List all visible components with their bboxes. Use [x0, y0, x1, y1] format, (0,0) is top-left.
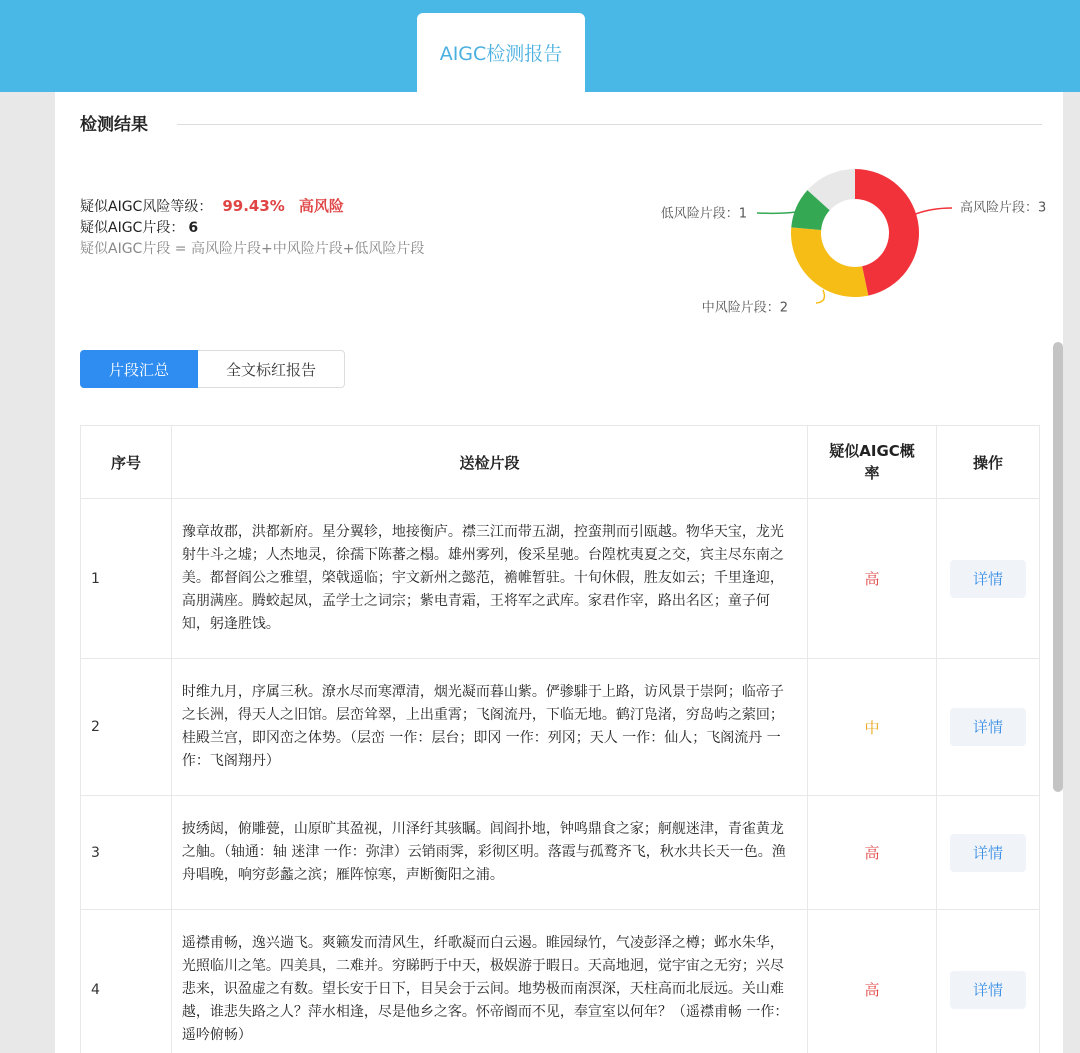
donut-label-mid-line — [816, 290, 824, 303]
donut-label-mid: 中风险片段：2 — [701, 300, 788, 316]
detail-button[interactable]: 详情 — [950, 708, 1026, 746]
donut-slice-mid — [791, 227, 868, 297]
table-row — [81, 910, 1040, 1053]
risk-percentage: 99.43% — [222, 197, 285, 215]
report-panel — [55, 92, 1063, 1053]
detail-button[interactable]: 详情 — [950, 560, 1026, 598]
row-segment-text: 披绣闼，俯雕甍，山原旷其盈视，川泽纡其骇瞩。闾阎扑地，钟鸣鼎食之家；舸舰迷津，青雀黄龙之舳。（轴通：轴 迷津 一作：弥津）云销雨霁，彩彻区明。落霞与孤鹜齐飞，秋水共长天一色。渔舟唱晚，响穷彭蠡之滨；雁阵惊寒，声断衡阳之浦。 — [171, 796, 807, 910]
row-index: 3 — [81, 796, 172, 910]
table-header-row — [81, 426, 1040, 499]
top-header-bar — [0, 0, 1080, 92]
header-action: 操作 — [937, 426, 1040, 499]
donut-label-high-line — [913, 208, 952, 215]
table-row — [81, 499, 1040, 659]
row-segment-text: 遥襟甫畅，逸兴遄飞。爽籁发而清风生，纤歌凝而白云遏。睢园绿竹，气凌彭泽之樽；邺水朱华，光照临川之笔。四美具，二难并。穷睇眄于中天，极娱游于暇日。天高地迥，觉宇宙之无穷；兴尽悲来，识盈虚之有数。望长安于日下，目吴会于云间。地势极而南溟深，天柱高而北辰远。关山难越，谁悲失路之人？萍水相逢，尽是他乡之客。怀帝阍而不见，奉宣室以何年？（遥襟甫畅 一作：遥吟俯畅） — [171, 910, 807, 1053]
row-segment-text: 豫章故郡，洪都新府。星分翼轸，地接衡庐。襟三江而带五湖，控蛮荆而引瓯越。物华天宝，龙光射牛斗之墟；人杰地灵，徐孺下陈蕃之榻。雄州雾列，俊采星驰。台隍枕夷夏之交，宾主尽东南之美。都督阎公之雅望，棨戟遥临；宇文新州之懿范，襜帷暂驻。十旬休假，胜友如云；千里逢迎，高朋满座。腾蛟起凤，孟学士之词宗；紫电青霜，王将军之武库。家君作宰，路出名区；童子何知，躬逢胜饯。 — [171, 499, 807, 659]
row-index: 1 — [81, 499, 172, 659]
tab-aigc-report-label: AIGC检测报告 — [439, 43, 563, 65]
tab-full-text-report[interactable]: 全文标红报告 — [198, 350, 345, 388]
segment-count-value: 6 — [188, 220, 199, 236]
row-probability: 高 — [808, 796, 937, 910]
detail-button[interactable]: 详情 — [950, 971, 1026, 1009]
header-segment: 送检片段 — [171, 426, 807, 499]
table-row — [81, 796, 1040, 910]
header-index: 序号 — [81, 426, 172, 499]
risk-level-line — [80, 196, 424, 218]
donut-label-low: 低风险片段：1 — [660, 206, 747, 222]
tab-aigc-report[interactable] — [417, 13, 585, 92]
donut-slice-high — [855, 169, 919, 296]
donut-label-high: 高风险片段：3 — [960, 200, 1047, 216]
vertical-scrollbar[interactable] — [1053, 342, 1063, 792]
donut-label-low-line — [757, 212, 796, 213]
row-index: 2 — [81, 659, 172, 796]
view-tabs — [80, 350, 345, 388]
risk-donut-chart — [630, 152, 1063, 332]
row-index: 4 — [81, 910, 172, 1053]
section-title: 检测结果 — [80, 115, 148, 135]
header-probability: 疑似AIGC概率 — [808, 426, 937, 499]
tab-segment-summary[interactable]: 片段汇总 — [80, 350, 198, 388]
segment-count-label: 疑似AIGC片段： — [80, 220, 185, 236]
risk-summary — [80, 196, 424, 260]
row-probability: 高 — [808, 910, 937, 1053]
risk-label: 疑似AIGC风险等级： — [80, 199, 213, 215]
section-divider — [177, 124, 1042, 125]
risk-level-badge: 高风险 — [298, 197, 344, 215]
row-probability: 高 — [808, 499, 937, 659]
row-probability: 中 — [808, 659, 937, 796]
segment-formula: 疑似AIGC片段 = 高风险片段+中风险片段+低风险片段 — [80, 241, 425, 257]
segment-count-line — [80, 218, 424, 239]
segments-table — [80, 425, 1040, 1053]
row-segment-text: 时维九月，序属三秋。潦水尽而寒潭清，烟光凝而暮山紫。俨骖騑于上路，访风景于崇阿；临帝子之长洲，得天人之旧馆。层峦耸翠，上出重霄；飞阁流丹，下临无地。鹤汀凫渚，穷岛屿之萦回；桂殿兰宫，即冈峦之体势。（层峦 一作：层台；即冈 一作：列冈；天人 一作：仙人；飞阁流丹 一作：飞阁翔丹） — [171, 659, 807, 796]
detail-button[interactable]: 详情 — [950, 834, 1026, 872]
table-row — [81, 659, 1040, 796]
